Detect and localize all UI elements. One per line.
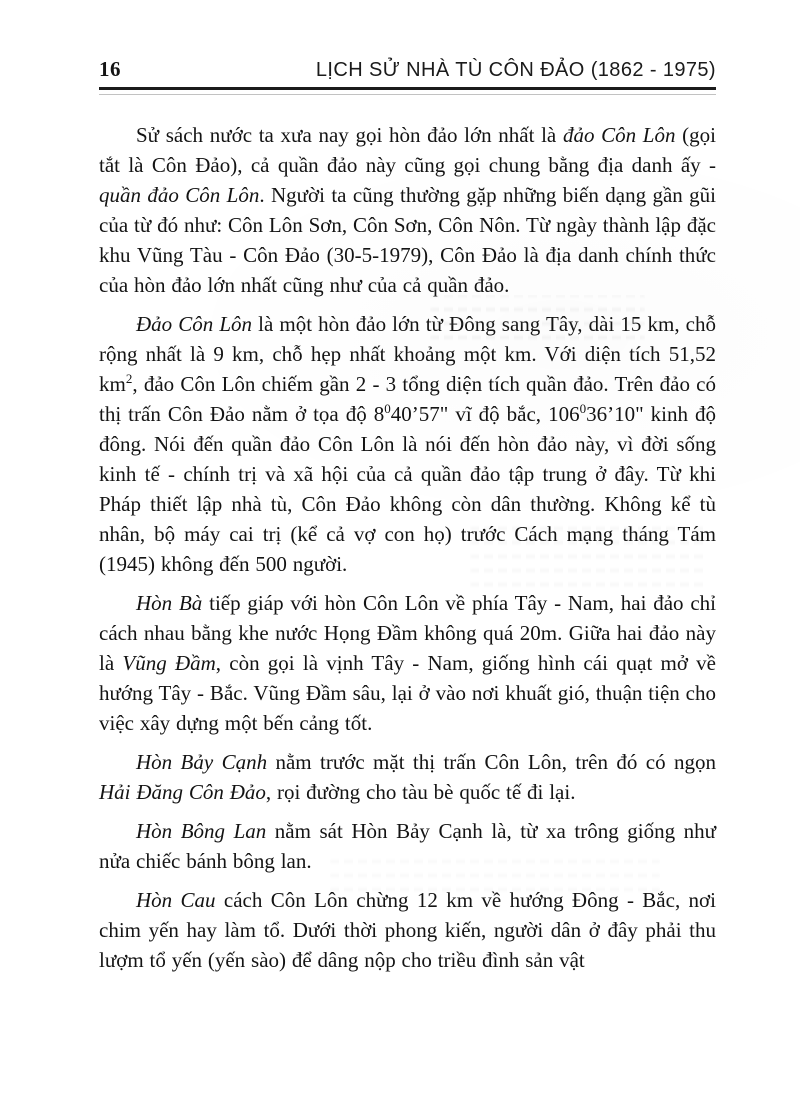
italic-text: Hòn Bông Lan bbox=[136, 819, 267, 843]
body-text: , đảo Côn Lôn chiếm gần 2 - 3 tổng diện tích quần đảo. Trên đảo có thị trấn Côn Đảo nằm ở tọa độ 8 bbox=[99, 372, 716, 426]
italic-text: Hòn Bà bbox=[136, 591, 203, 615]
paragraph bbox=[99, 885, 716, 975]
body-text: 40’57" vĩ độ bắc, 106 bbox=[390, 402, 580, 426]
body-text: , rọi đường cho tàu bè quốc tế đi lại. bbox=[265, 780, 576, 804]
superscript-text: 2 bbox=[125, 371, 133, 386]
italic-text: Hòn Cau bbox=[136, 888, 216, 912]
body-text: cách Côn Lôn chừng 12 km về hướng Đông - Bắc, nơi chim yến hay làm tổ. Dưới thời phong kiến, người dân ở đây phải thu lượm tổ yến (yến sào) để dâng nộp cho triều đình sản vật bbox=[99, 888, 717, 972]
page-number: 16 bbox=[99, 57, 121, 81]
body-text: Sử sách nước ta xưa nay gọi hòn đảo lớn nhất là bbox=[136, 123, 563, 147]
superscript-text: 0 bbox=[579, 401, 587, 416]
italic-text: Hải Đăng Côn Đảo bbox=[99, 780, 266, 804]
superscript-text: 0 bbox=[384, 401, 391, 416]
body-text: . Người ta cũng thường gặp những biến dạng gần gũi của từ đó như: Côn Lôn Sơn, Côn Sơn, Côn Nôn. Từ ngày thành lập đặc khu Vũng Tàu - Côn Đảo (30-5-1979), Côn Đảo là địa danh chính thức của hòn đảo lớn nhất cũng như của cả quần đảo. bbox=[99, 183, 716, 297]
italic-text: quần đảo Côn Lôn bbox=[99, 183, 260, 207]
body-text: nằm trước mặt thị trấn Côn Lôn, trên đó có ngọn bbox=[267, 750, 716, 774]
paragraph bbox=[99, 747, 716, 807]
text-body bbox=[99, 95, 716, 975]
italic-text: đảo Côn Lôn bbox=[562, 123, 676, 147]
italic-text: Hòn Bảy Cạnh bbox=[136, 750, 268, 774]
body-text: nằm sát Hòn Bảy Cạnh là, từ xa trông giống như nửa chiếc bánh bông lan. bbox=[99, 819, 717, 873]
body-text: 36’10" kinh độ đông. Nói đến quần đảo Côn Lôn là nói đến hòn đảo này, vì đời sống kinh tế - chính trị và xã hội của cả quần đảo tập trung ở đây. Từ khi Pháp thiết lập nhà tù, Côn Đảo không còn dân thường. Không kể tù nhân, bộ máy cai trị (kể cả vợ con họ) trước Cách mạng tháng Tám (1945) không đến 500 người. bbox=[99, 402, 716, 576]
header-rule bbox=[99, 87, 716, 95]
paragraph bbox=[99, 588, 716, 738]
running-header-title: LỊCH SỬ NHÀ TÙ CÔN ĐẢO (1862 - 1975) bbox=[315, 59, 716, 81]
body-text: tiếp giáp với hòn Côn Lôn về phía Tây - Nam, hai đảo chỉ cách nhau bằng khe nước Họng Đầm không quá 20m. Giữa hai đảo này là bbox=[99, 591, 717, 675]
body-text: là một hòn đảo lớn từ Đông sang Tây, dài 15 km, chỗ rộng nhất là 9 km, chỗ hẹp nhất khoảng một km. Với diện tích 51,52 km bbox=[99, 312, 716, 396]
paragraph bbox=[99, 120, 716, 300]
paragraph bbox=[99, 309, 716, 579]
italic-text: Đảo Côn Lôn bbox=[136, 312, 253, 336]
italic-text: Vũng Đầm bbox=[122, 651, 216, 675]
page-header bbox=[99, 57, 716, 82]
body-text: (gọi tắt là Côn Đảo), cả quần đảo này cũng gọi chung bằng địa danh ấy - bbox=[99, 123, 716, 177]
paragraph bbox=[99, 816, 716, 876]
body-text: , còn gọi là vịnh Tây - Nam, giống hình cái quạt mở về hướng Tây - Bắc. Vũng Đầm sâu, lại ở vào nơi khuất gió, thuận tiện cho việc xây dựng một bến cảng tốt. bbox=[99, 651, 716, 735]
